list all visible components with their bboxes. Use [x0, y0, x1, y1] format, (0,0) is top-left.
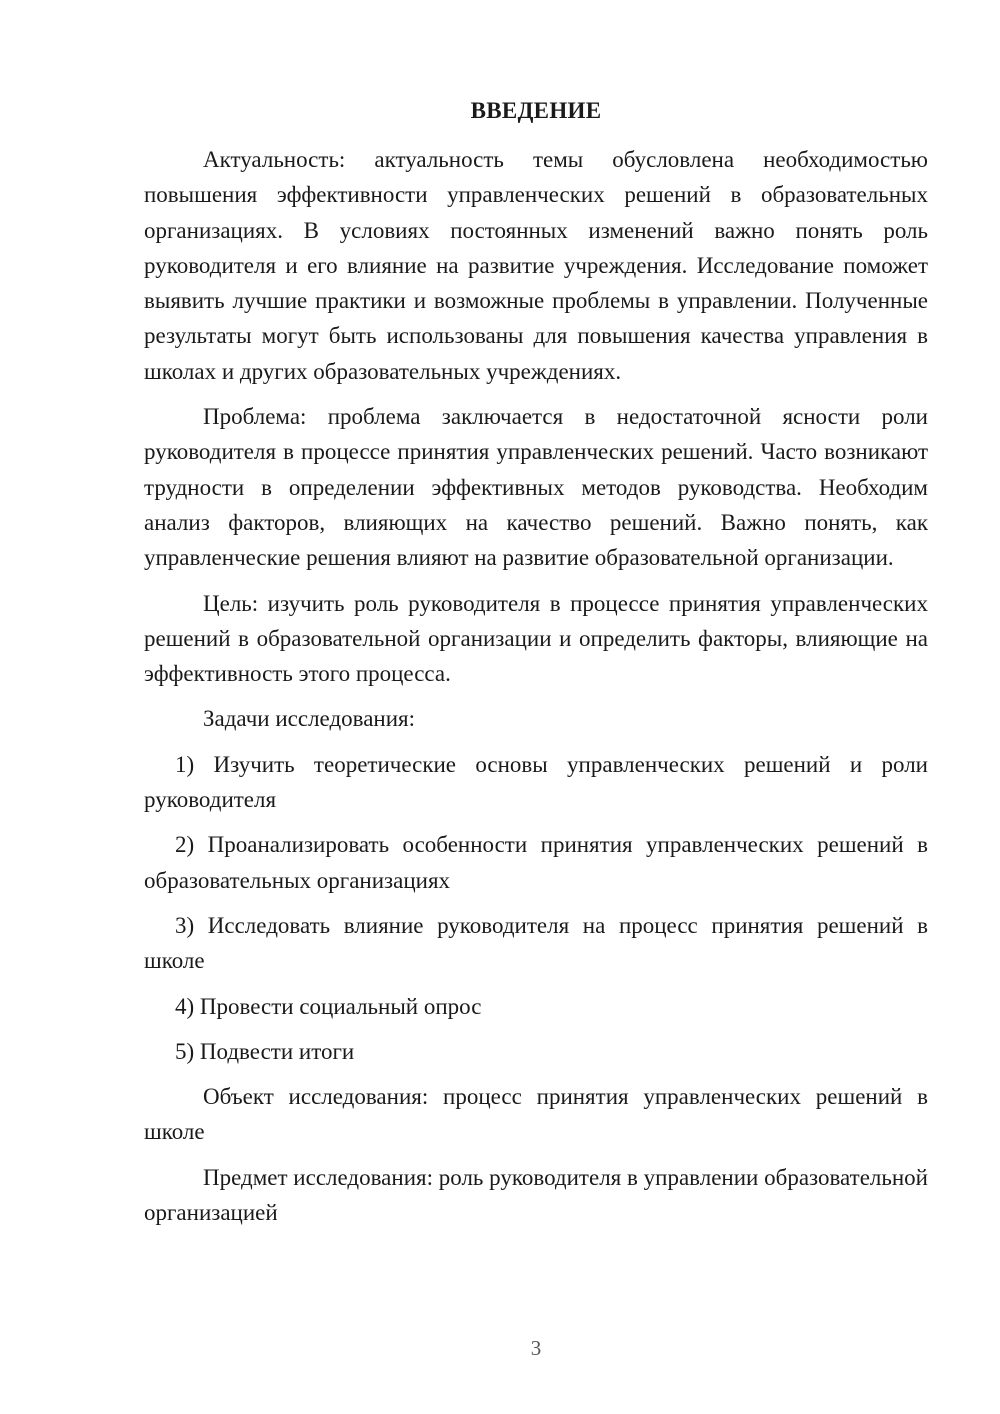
task-item: 2) Проанализировать особенности принятия управленческих решений в образовательных организациях: [144, 832, 928, 893]
task-item: 4) Провести социальный опрос: [175, 993, 482, 1019]
tasks-intro: Задачи исследования:: [203, 706, 416, 732]
problem-paragraph: Проблема: проблема заключается в недостаточной ясности роли руководителя в процессе принятия управленческих решений. Часто возникают трудности в определении эффективных методов руководства. Необходим анализ факторов, влияющих на качество решений. Важно понять, как управленческие решения влияют на развитие образовательной организации.: [144, 404, 928, 571]
object-paragraph: Объект исследования: процесс принятия управленческих решений в школе: [144, 1084, 928, 1145]
task-item: 5) Подвести итоги: [175, 1038, 355, 1064]
body-text: [144, 142, 928, 1230]
task-item: 3) Исследовать влияние руководителя на процесс принятия решений в школе: [144, 912, 928, 974]
task-item: 1) Изучить теоретические основы управленческих решений и роли руководителя: [144, 751, 928, 813]
goal-paragraph: Цель: изучить роль руководителя в процессе принятия управленческих решений в образовательной организации и определить факторы, влияющие на эффективность этого процесса.: [144, 590, 928, 687]
page-number: 3: [530, 1336, 542, 1360]
subject-paragraph: Предмет исследования: роль руководителя в управлении образовательной организацией: [144, 1164, 928, 1226]
section-heading: ВВЕДЕНИЕ: [470, 98, 602, 123]
relevance-paragraph: Актуальность: актуальность темы обусловлена необходимостью повышения эффективности управленческих решений в образовательных организациях. В условиях постоянных изменений важно понять роль руководителя и его влияние на развитие учреждения. Исследование поможет выявить лучшие практики и возможные проблемы в управлении. Полученные результаты могут быть использованы для повышения качества управления в школах и других образовательных учреждениях.: [144, 147, 928, 384]
